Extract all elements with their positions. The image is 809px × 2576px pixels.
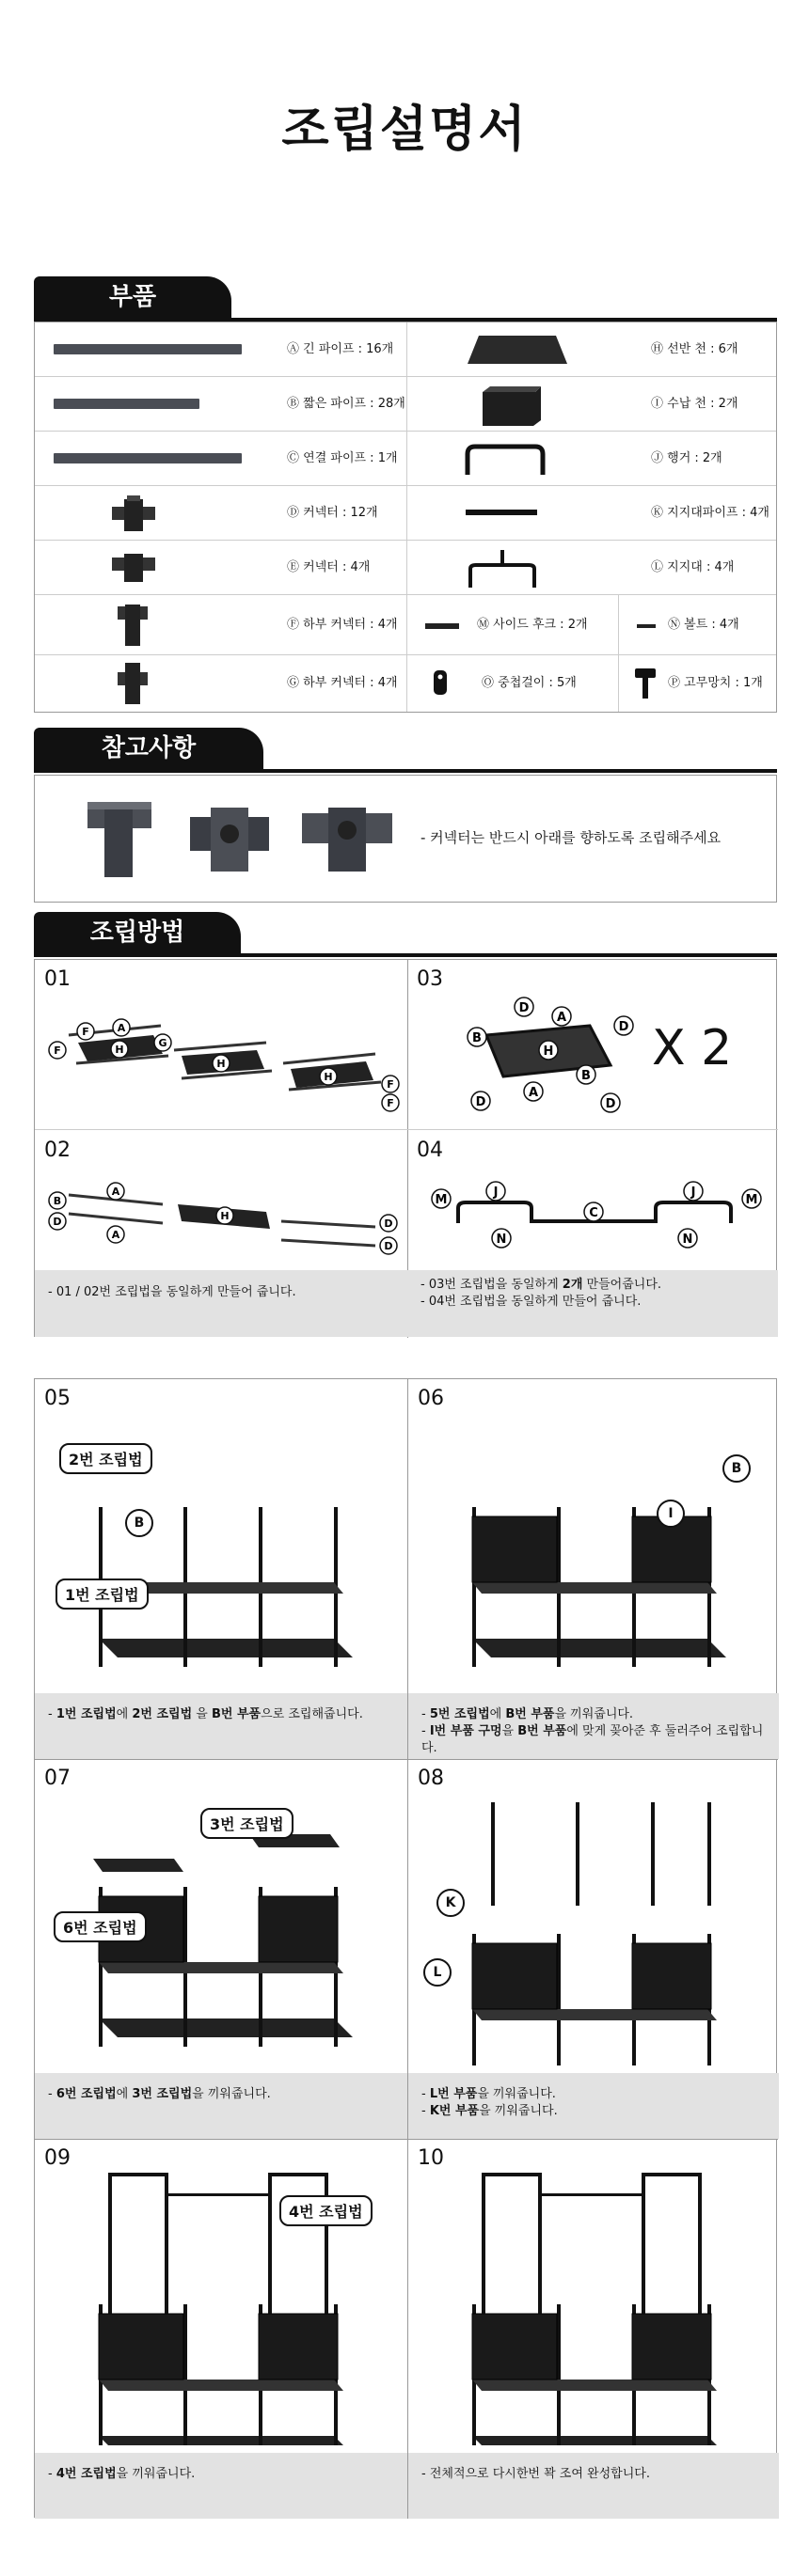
- caption-text: - 전체적으로 다시한번 꽉 조여 완성합니다.: [421, 2467, 650, 2481]
- parts-row: [35, 432, 776, 486]
- part-label: Ⓞ 중첩걸이 : 5개: [482, 676, 577, 690]
- parts-row: [35, 541, 776, 595]
- divider: [406, 541, 407, 594]
- step-number: 01: [44, 967, 71, 991]
- step-panel: [408, 2139, 779, 2519]
- caption-bar: [35, 2453, 407, 2519]
- part-label: Ⓘ 수납 천 : 2개: [651, 397, 738, 411]
- part-label: Ⓔ 커넥터 : 4개: [287, 560, 371, 574]
- step-04-diagram: [420, 1167, 774, 1261]
- step-02-diagram: [40, 1167, 405, 1270]
- svg-text:D: D: [618, 1020, 629, 1034]
- connecting-pipe-image: [54, 453, 242, 463]
- caption-text: - 6번 조립법에 3번 조립법을 끼워줍니다.: [48, 2087, 271, 2101]
- step-number: 06: [418, 1387, 444, 1410]
- svg-text:H: H: [115, 1044, 124, 1056]
- connector-e-image: [110, 550, 157, 586]
- part-label: Ⓗ 선반 천 : 6개: [651, 342, 738, 356]
- divider: [34, 769, 777, 773]
- step-01-diagram: [40, 997, 405, 1120]
- parts-row: [35, 595, 776, 655]
- support-pipe-image: [466, 510, 537, 515]
- part-label: Ⓖ 하부 커넥터 : 4개: [287, 676, 398, 690]
- step-panel: [35, 1759, 407, 2139]
- svg-text:D: D: [384, 1240, 393, 1252]
- part-label: Ⓚ 지지대파이프 : 4개: [651, 506, 769, 520]
- connector-d-image: [110, 494, 157, 533]
- svg-text:D: D: [518, 1001, 530, 1015]
- svg-text:A: A: [556, 1011, 567, 1025]
- caption-bar: [408, 1693, 779, 1759]
- caption-text: - L번 부품을 끼워줍니다.: [421, 2087, 556, 2101]
- svg-text:D: D: [53, 1216, 62, 1228]
- part-label: Ⓑ 짧은 파이프 : 28개: [287, 397, 405, 411]
- lower-connector-g-image: [114, 659, 151, 708]
- part-label: Ⓓ 커넥터 : 12개: [287, 506, 378, 520]
- method-steps-1-4: [34, 959, 777, 1337]
- lower-connector-f-image: [114, 601, 151, 650]
- svg-text:C: C: [589, 1206, 598, 1220]
- callout-pill: 2번 조립법: [59, 1443, 152, 1474]
- svg-text:F: F: [82, 1026, 89, 1038]
- multiplier-label: X 2: [652, 1020, 733, 1076]
- method-heading: 조립방법: [34, 912, 241, 953]
- rubber-mallet-image: [633, 667, 658, 700]
- part-label: Ⓝ 볼트 : 4개: [668, 618, 739, 632]
- caption-bar: [35, 1270, 778, 1337]
- step-number: 08: [418, 1767, 444, 1790]
- parts-table: [34, 322, 777, 713]
- step-number: 04: [417, 1139, 443, 1162]
- step-number: 03: [417, 967, 443, 991]
- callout-pill: 1번 조립법: [56, 1579, 149, 1610]
- connector-orientation-1-image: [82, 798, 157, 881]
- notes-text: - 커넥터는 반드시 아래를 향하도록 조립해주세요: [420, 829, 722, 846]
- step-panel: [408, 1379, 779, 1759]
- svg-text:F: F: [387, 1078, 394, 1091]
- part-callout: L: [423, 1958, 452, 1987]
- support-image: [463, 546, 547, 591]
- svg-text:N: N: [682, 1233, 693, 1247]
- svg-text:M: M: [435, 1193, 448, 1207]
- svg-text:H: H: [324, 1071, 333, 1083]
- parts-row: [35, 322, 776, 377]
- svg-text:M: M: [745, 1193, 758, 1207]
- step-10-diagram: [416, 2173, 773, 2445]
- page-title: 조립설명서: [281, 102, 528, 158]
- part-label: Ⓒ 연결 파이프 : 1개: [287, 451, 398, 465]
- parts-row: [35, 655, 776, 712]
- svg-text:A: A: [528, 1086, 539, 1100]
- parts-heading: 부품: [34, 276, 231, 318]
- svg-text:F: F: [54, 1045, 61, 1057]
- divider: [406, 595, 407, 655]
- part-label: Ⓟ 고무망치 : 1개: [668, 676, 763, 690]
- svg-text:B: B: [472, 1031, 482, 1045]
- caption-text: - 03번 조립법을 동일하게 2개 만들어줍니다.: [420, 1278, 662, 1292]
- step-number: 07: [44, 1767, 71, 1790]
- svg-text:A: A: [111, 1229, 120, 1241]
- divider: [406, 322, 407, 376]
- divider: [618, 655, 619, 712]
- svg-text:H: H: [220, 1210, 230, 1222]
- svg-text:H: H: [216, 1058, 226, 1070]
- caption-text: - 01 / 02번 조립법을 동일하게 만들어 줍니다.: [48, 1285, 296, 1299]
- part-label: Ⓐ 긴 파이프 : 16개: [287, 342, 394, 356]
- caption-bar: [408, 2073, 779, 2139]
- part-label: Ⓙ 행거 : 2개: [651, 451, 722, 465]
- step-panel: [408, 1759, 779, 2139]
- step-number: 09: [44, 2146, 71, 2170]
- overlap-hook-image: [432, 668, 449, 699]
- bolt-image: [637, 624, 656, 628]
- callout-pill: 3번 조립법: [200, 1808, 293, 1839]
- svg-text:G: G: [158, 1037, 167, 1049]
- step-number: 10: [418, 2146, 444, 2170]
- part-label: Ⓛ 지지대 : 4개: [651, 560, 735, 574]
- svg-text:D: D: [605, 1097, 616, 1111]
- parts-row: [35, 486, 776, 541]
- part-callout: B: [125, 1509, 153, 1537]
- callout-pill: 4번 조립법: [279, 2195, 373, 2226]
- step-panel: [35, 2139, 407, 2519]
- short-pipe-image: [54, 399, 199, 409]
- svg-text:D: D: [384, 1217, 393, 1230]
- part-label: Ⓕ 하부 커넥터 : 4개: [287, 618, 398, 632]
- part-callout: K: [436, 1889, 465, 1917]
- notes-heading: 참고사항: [34, 728, 263, 769]
- svg-text:A: A: [111, 1186, 120, 1198]
- caption-text: - I번 부품 구멍을 B번 부품에 맞게 꽂아준 후 둘러주어 조립합니다.: [421, 1724, 764, 1755]
- divider: [406, 377, 407, 431]
- notes-box: [34, 775, 777, 903]
- caption-text: - K번 부품을 끼워줍니다.: [421, 2104, 558, 2118]
- storage-cloth-image: [479, 383, 545, 428]
- hanger-image: [458, 439, 562, 479]
- step-06-diagram: [416, 1413, 773, 1686]
- parts-row: [35, 377, 776, 432]
- step-number: 05: [44, 1387, 71, 1410]
- part-callout: I: [657, 1500, 685, 1528]
- side-hook-image: [425, 623, 459, 629]
- divider: [35, 1129, 778, 1130]
- caption-text: - 1번 조립법에 2번 조립법 을 B번 부품으로 조립해줍니다.: [48, 1707, 363, 1721]
- divider: [406, 432, 407, 485]
- divider: [34, 953, 777, 957]
- method-steps-5-10: [34, 1378, 777, 2518]
- step-03-diagram: [449, 988, 637, 1120]
- svg-text:H: H: [543, 1045, 554, 1059]
- divider: [406, 486, 407, 540]
- long-pipe-image: [54, 344, 242, 354]
- svg-text:J: J: [690, 1186, 696, 1200]
- caption-text: - 04번 조립법을 동일하게 만들어 줍니다.: [420, 1295, 642, 1309]
- part-label: Ⓜ 사이드 후크 : 2개: [477, 618, 588, 632]
- svg-text:N: N: [496, 1233, 507, 1247]
- callout-pill: 6번 조립법: [54, 1911, 147, 1942]
- caption-text: - 4번 조립법을 끼워줍니다.: [48, 2467, 196, 2481]
- divider: [406, 655, 407, 712]
- connector-orientation-3-image: [300, 804, 394, 875]
- svg-text:A: A: [117, 1022, 126, 1034]
- divider: [618, 595, 619, 655]
- part-callout: B: [722, 1454, 751, 1483]
- caption-bar: [35, 1693, 407, 1759]
- step-08-diagram: [416, 1793, 773, 2066]
- svg-text:B: B: [581, 1069, 591, 1083]
- caption-bar: [35, 2073, 407, 2139]
- svg-text:F: F: [387, 1097, 394, 1109]
- svg-text:B: B: [53, 1195, 62, 1207]
- caption-bar: [408, 2453, 779, 2519]
- svg-text:J: J: [493, 1186, 499, 1200]
- svg-text:D: D: [475, 1095, 486, 1109]
- step-number: 02: [44, 1139, 71, 1162]
- caption-text: - 5번 조립법에 B번 부품을 끼워줍니다.: [421, 1707, 634, 1721]
- shelf-cloth-image: [466, 332, 569, 368]
- step-panel: [35, 1379, 407, 1759]
- connector-orientation-2-image: [188, 804, 271, 875]
